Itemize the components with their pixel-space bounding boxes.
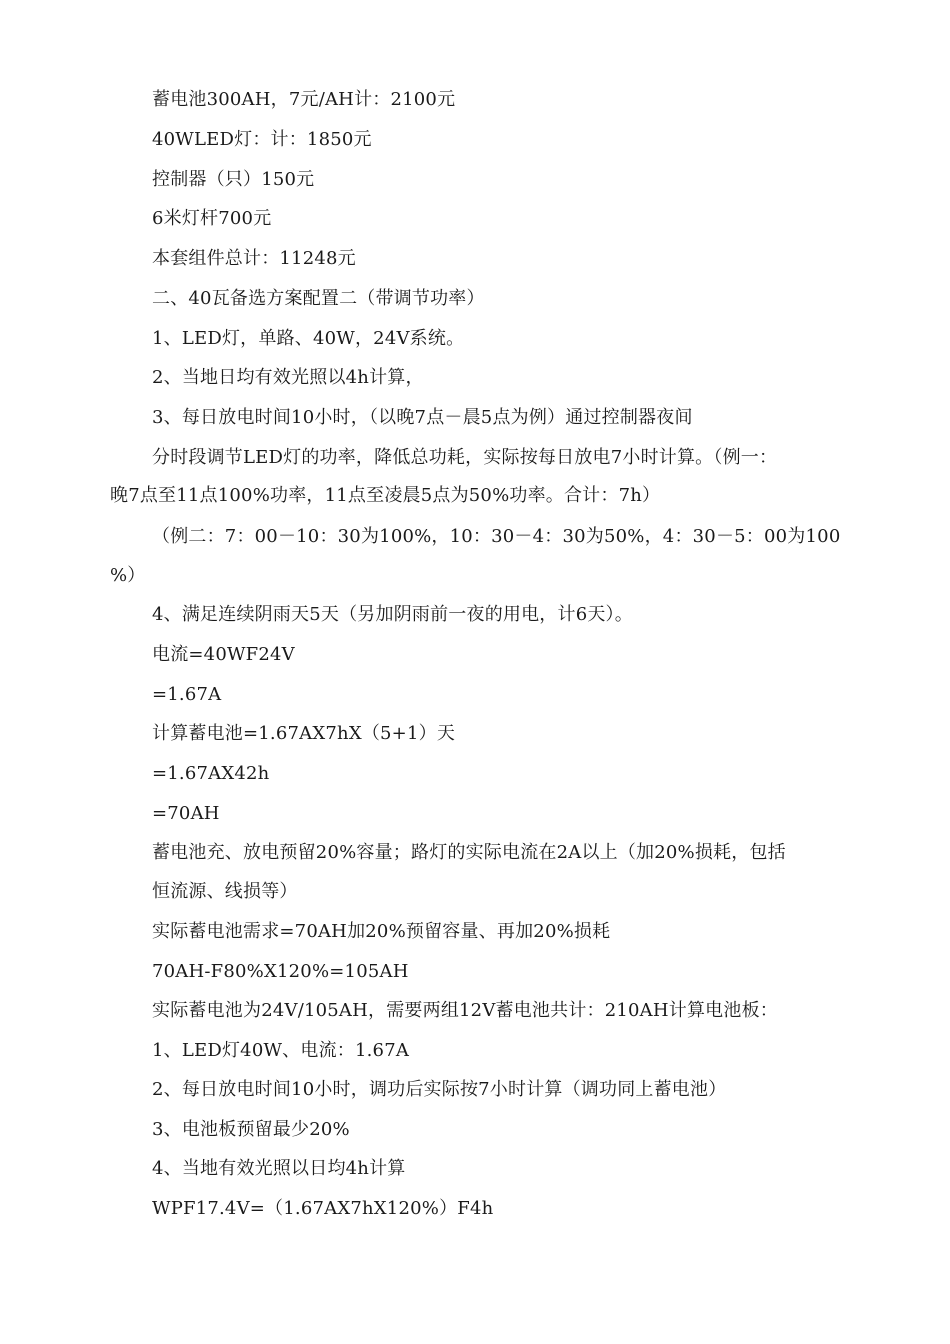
text-line: 4、满足连续阴雨天5天（另加阴雨前一夜的用电，计6天）。 bbox=[152, 604, 633, 625]
text-line: 蓄电池300AH，7元/AH计：2100元 bbox=[152, 89, 456, 110]
text-line: 实际蓄电池为24V/105AH，需要两组12V蓄电池共计：210AH计算电池板： bbox=[152, 1000, 778, 1021]
text-line: =70AH bbox=[152, 803, 220, 824]
section-heading: 二、40瓦备选方案配置二（带调节功率） bbox=[152, 288, 485, 309]
text-line: 恒流源、线损等） bbox=[152, 881, 298, 902]
text-line: 2、每日放电时间10小时，调功后实际按7小时计算（调功同上蓄电池） bbox=[152, 1079, 727, 1100]
text-line: =1.67A bbox=[152, 684, 222, 705]
text-line: 分时段调节LED灯的功率，降低总功耗，实际按每日放电7小时计算。（例一： bbox=[152, 447, 778, 468]
text-line: 本套组件总计：11248元 bbox=[152, 248, 356, 269]
text-line: （例二：7：00－10：30为100%，10：30－4：30为50%，4：30－5：00为100 bbox=[152, 526, 841, 547]
text-line: 2、当地日均有效光照以4h计算， bbox=[152, 367, 424, 388]
text-line: 晚7点至11点100%功率，11点至凌晨5点为50%功率。合计：7h） bbox=[110, 485, 661, 506]
text-line: 6米灯杆700元 bbox=[152, 208, 272, 229]
text-line: WPF17.4V=（1.67AX7hX120%）F4h bbox=[152, 1198, 494, 1219]
text-line: 蓄电池充、放电预留20%容量；路灯的实际电流在2A以上（加20%损耗，包括 bbox=[152, 842, 786, 863]
text-line: 实际蓄电池需求=70AH加20%预留容量、再加20%损耗 bbox=[152, 921, 611, 942]
text-line: %） bbox=[110, 565, 146, 586]
text-line: 控制器（只）150元 bbox=[152, 169, 315, 190]
text-line: 4、当地有效光照以日均4h计算 bbox=[152, 1158, 406, 1179]
text-line: 40WLED灯：计：1850元 bbox=[152, 129, 372, 150]
text-line: 70AH-F80%X120%=105AH bbox=[152, 961, 409, 982]
text-line: 计算蓄电池=1.67AX7hX（5+1）天 bbox=[152, 723, 456, 744]
text-line: 电流=40WF24V bbox=[152, 644, 295, 665]
text-line: 3、每日放电时间10小时，（以晚7点－晨5点为例）通过控制器夜间 bbox=[152, 407, 693, 428]
text-line: =1.67AX42h bbox=[152, 763, 270, 784]
text-line: 3、电池板预留最少20% bbox=[152, 1119, 350, 1140]
text-line: 1、LED灯40W、电流：1.67A bbox=[152, 1040, 410, 1061]
text-line: 1、LED灯，单路、40W，24V系统。 bbox=[152, 328, 465, 349]
